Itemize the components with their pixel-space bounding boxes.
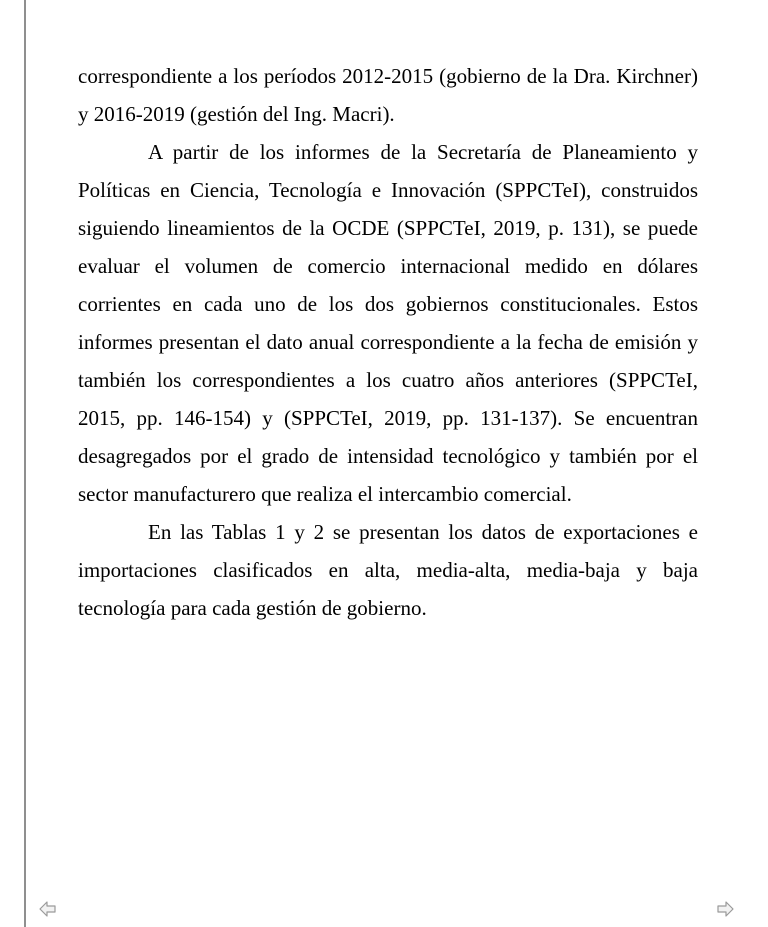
next-page-button[interactable]: [715, 899, 735, 919]
paragraph-3: En las Tablas 1 y 2 se presentan los datos de exportaciones e importaciones clasificados en alta, media-alta, media-baja y baja tecnología para cada gestión de gobierno.: [78, 520, 698, 620]
paragraph-1: correspondiente a los períodos 2012-2015 (gobierno de la Dra. Kirchner) y 2016-2019 (gestión del Ing. Macri).: [78, 64, 698, 126]
document-body: [78, 57, 698, 627]
previous-page-button[interactable]: [38, 899, 58, 919]
arrow-left-icon: [38, 899, 58, 919]
arrow-right-icon: [715, 899, 735, 919]
paragraph-2: A partir de los informes de la Secretaría de Planeamiento y Políticas en Ciencia, Tecnología e Innovación (SPPCTeI), construidos siguiendo lineamientos de la OCDE (SPPCTeI, 2019, p. 131), se puede evaluar el volumen de comercio internacional medido en dólares corrientes en cada uno de los dos gobiernos constitucionales. Estos informes presentan el dato anual correspondiente a la fecha de emisión y también los correspondientes a los cuatro años anteriores (SPPCTeI, 2015, pp. 146-154) y (SPPCTeI, 2019, pp. 131-137). Se encuentran desagregados por el grado de intensidad tecnológico y también por el sector manufacturero que realiza el intercambio comercial.: [78, 140, 698, 506]
page-left-border: [24, 0, 26, 927]
